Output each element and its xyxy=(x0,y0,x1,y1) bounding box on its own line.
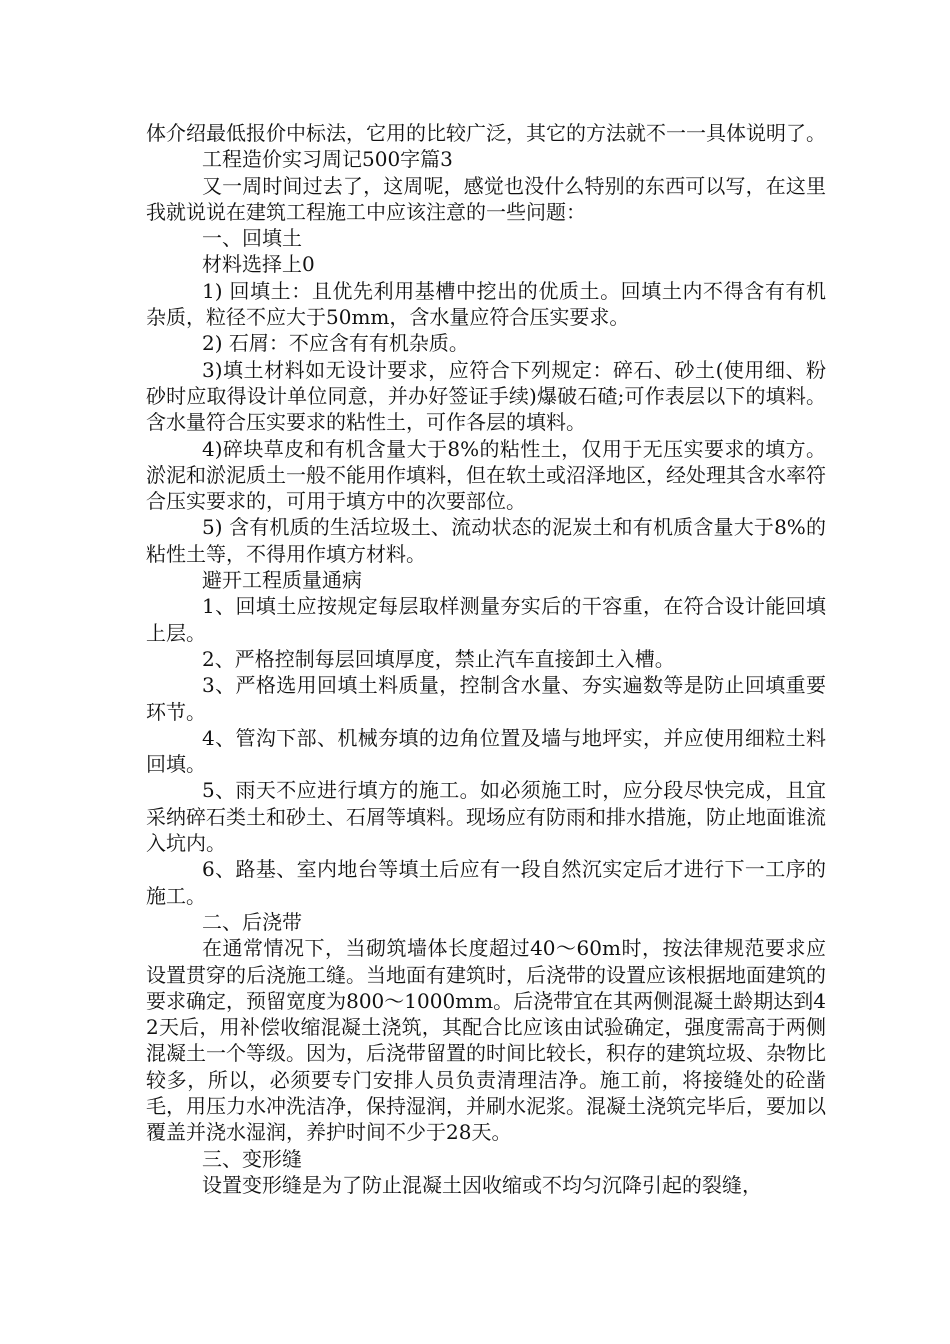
paragraph: 2、严格控制每层回填厚度，禁止汽车直接卸土入槽。 xyxy=(202,646,675,671)
paragraph: 4)碎块草皮和有机含量大于8%的粘性土，仅用于无压实要求的填方。淤泥和淤泥质土一般不能用作填料，但在软土或沼泽地区，经处理其含水率符合压实要求的，可用于填方中的次要部位。 xyxy=(146,436,826,514)
paragraph: 一、回填土 xyxy=(202,226,302,251)
paragraph: 4、管沟下部、机械夯填的边角位置及墙与地坪实，并应使用细粒土料回填。 xyxy=(146,725,826,777)
document-body xyxy=(146,120,826,1198)
paragraph: 2) 石屑：不应含有有机杂质。 xyxy=(202,331,469,356)
paragraph: 在通常情况下，当砌筑墙体长度超过40～60m时，按法律规范要求应设置贯穿的后浇施工缝。当地面有建筑时，后浇带的设置应该根据地面建筑的要求确定，预留宽度为800～1000mm。后浇带宜在其两侧混凝土龄期达到42天后，用补偿收缩混凝土浇筑，其配合比应该由试验确定，强度需高于两侧混凝土一个等级。因为，后浇带留置的时间比较长，积存的建筑垃圾、杂物比较多，所以，必须要专门安排人员负责清理洁净。施工前，将接缝处的砼凿毛，用压力水冲洗洁净，保持湿润，并刷水泥浆。混凝土浇筑完毕后，要加以覆盖并浇水湿润，养护时间不少于28天。 xyxy=(146,936,826,1145)
paragraph: 三、变形缝 xyxy=(202,1146,302,1171)
paragraph: 工程造价实习周记500字篇3 xyxy=(202,147,453,172)
paragraph: 5、雨天不应进行填方的施工。如必须施工时，应分段尽快完成，且宜采纳碎石类土和砂土、石屑等填料。现场应有防雨和排水措施，防止地面谁流入坑内。 xyxy=(146,778,826,856)
paragraph: 1、回填土应按规定每层取样测量夯实后的干容重，在符合设计能回填上层。 xyxy=(146,594,826,645)
paragraph: 又一周时间过去了，这周呢，感觉也没什么特别的东西可以写，在这里我就说说在建筑工程施工中应该注意的一些问题： xyxy=(146,173,826,224)
paragraph: 5) 含有机质的生活垃圾土、流动状态的泥炭土和有机质含量大于8%的粘性土等，不得用作填方材料。 xyxy=(146,515,826,566)
paragraph: 3)填土材料如无设计要求，应符合下列规定：碎石、砂土(使用细、粉砂时应取得设计单位同意，并办好签证手续)爆破石碴;可作表层以下的填料。含水量符合压实要求的粘性土，可作各层的填料。 xyxy=(146,357,826,435)
paragraph: 设置变形缝是为了防止混凝土因收缩或不均匀沉降引起的裂缝， xyxy=(202,1172,762,1197)
paragraph: 1) 回填土：且优先利用基槽中挖出的优质土。回填土内不得含有有机杂质，粒径不应大于50mm，含水量应符合压实要求。 xyxy=(146,278,826,330)
paragraph: 避开工程质量通病 xyxy=(202,568,362,593)
paragraph: 材料选择上0 xyxy=(202,252,315,277)
paragraph: 体介绍最低报价中标法，它用的比较广泛，其它的方法就不一一具体说明了。 xyxy=(146,121,826,145)
paragraph: 3、严格选用回填土料质量，控制含水量、夯实遍数等是防止回填重要环节。 xyxy=(146,673,826,724)
paragraph: 二、后浇带 xyxy=(202,909,302,934)
paragraph: 6、路基、室内地台等填土后应有一段自然沉实定后才进行下一工序的施工。 xyxy=(146,857,826,908)
